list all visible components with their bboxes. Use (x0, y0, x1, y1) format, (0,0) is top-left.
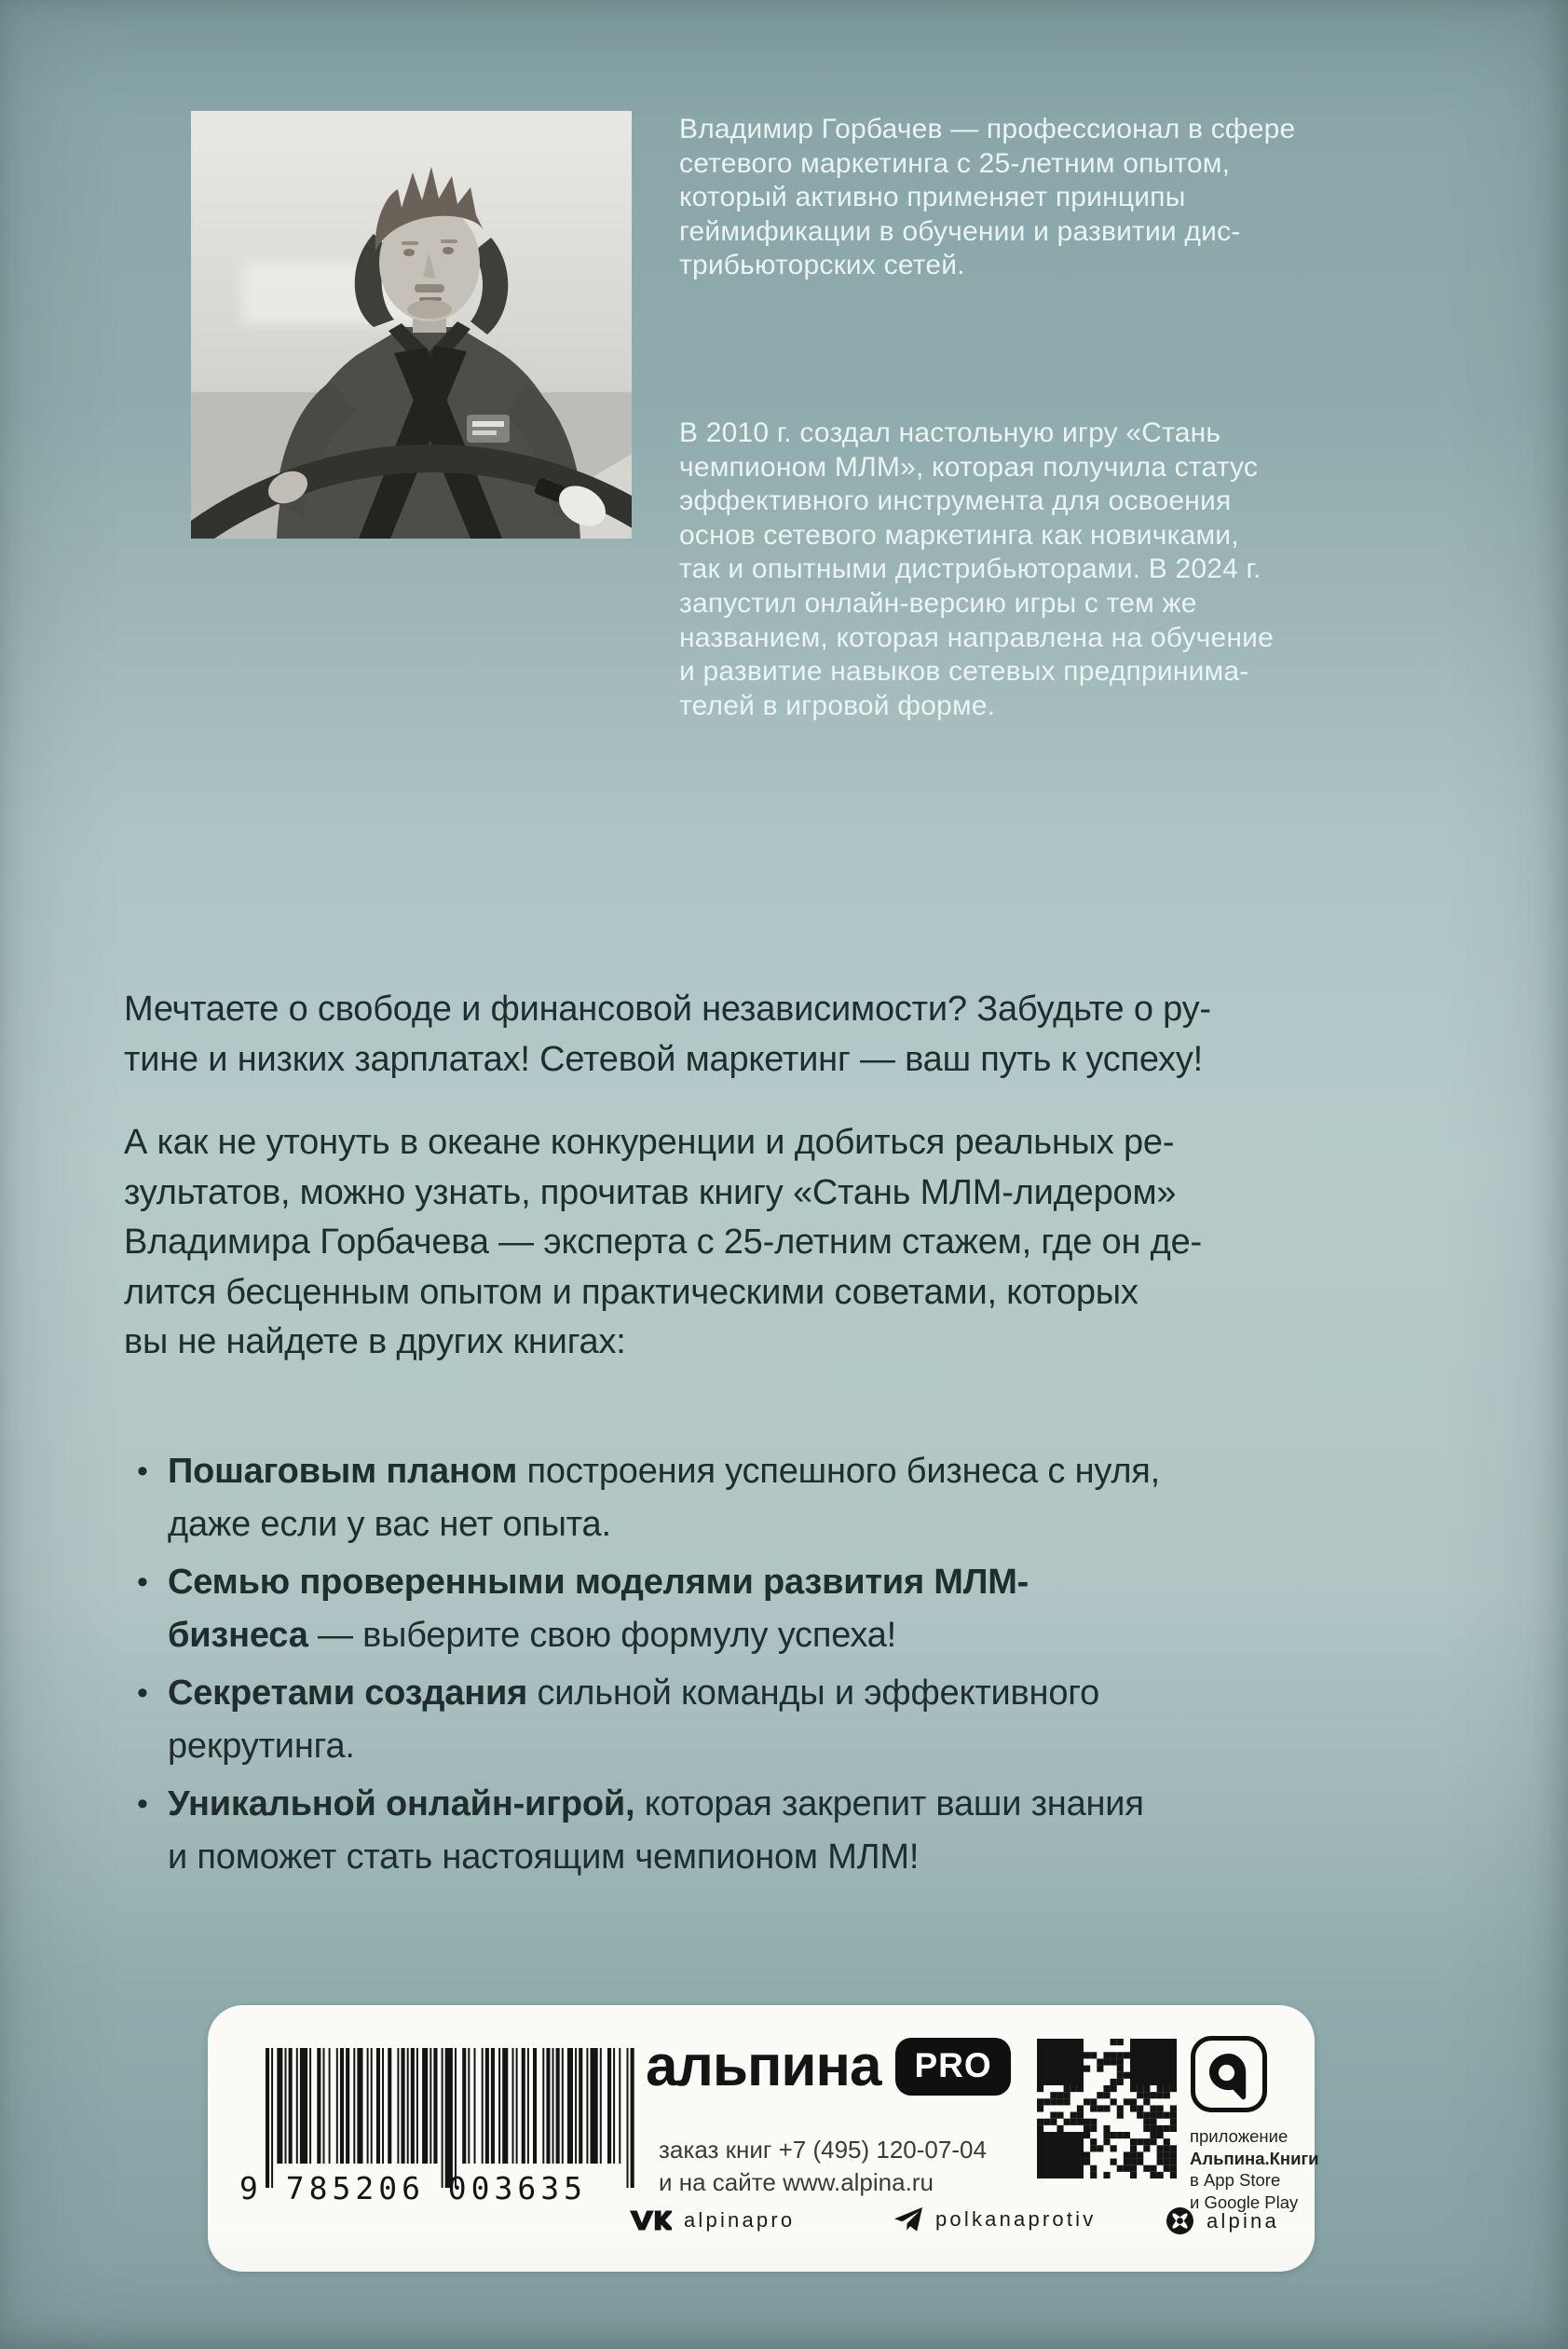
text-line: и поможет стать настоящим чемпионом МЛМ! (168, 1837, 920, 1877)
text-line: вы не найдете в других книгах: (124, 1322, 626, 1361)
text-line: Владимир Горбачев — профессионал в сфере (679, 114, 1296, 144)
photo-jacket-patch (467, 415, 510, 443)
bullet-item (137, 1556, 1493, 1662)
author-bio (679, 113, 1471, 723)
text-line: геймификации в обучении и развитии дис- (679, 215, 1241, 247)
app-store-text (1190, 2125, 1320, 2213)
text-line: В 2010 г. создал настольную игру «Стань (679, 417, 1221, 448)
social-alpina (1166, 2206, 1279, 2235)
text-line: Пошаговым планом построения успешного бизнеса с нуля, (168, 1451, 1161, 1491)
qr-code-image (1037, 2039, 1177, 2178)
publisher-info-card (208, 2005, 1319, 2272)
barcode-bars (264, 2048, 634, 2190)
text-line: Владимира Горбачева — эксперта с 25-летним стажем, где он де- (124, 1222, 1202, 1262)
text-line: телей в игровой форме. (679, 690, 996, 721)
isbn-barcode (239, 2048, 636, 2234)
text-line: Секретами создания сильной команды и эффективного (168, 1673, 1100, 1713)
order-phone-text: заказ книг +7 (495) 120-07-04 (659, 2136, 987, 2164)
text-line: так и опытными дистрибьюторами. В 2024 г. (679, 553, 1261, 585)
text-line: названием, которая направлена на обучение (679, 621, 1274, 653)
text-line: чемпионом МЛМ», которая получила статус (679, 451, 1259, 483)
text-line: А как не утонуть в океане конкуренции и добиться реальных ре- (124, 1123, 1175, 1162)
bullet-item (137, 1445, 1493, 1551)
pitch-paragraph-2 (124, 1118, 1493, 1368)
telegram-handle: polkanaprotiv (935, 2207, 1097, 2231)
app-text-line: и Google Play (1190, 2192, 1299, 2212)
text-line: эффективного инструмента для освоения (679, 485, 1232, 517)
text-line: Уникальной онлайн-игрой, которая закрепит ваши знания (168, 1783, 1144, 1823)
publisher-name: альпина (646, 2034, 881, 2098)
bio-paragraph-1 (679, 113, 1471, 283)
app-text-line: приложение (1190, 2126, 1288, 2146)
bio-paragraph-2 (679, 417, 1471, 723)
vk-icon (629, 2206, 672, 2234)
alpina-compass-icon (1166, 2206, 1194, 2235)
bullet-item (137, 1778, 1493, 1884)
text-line: тине и низких зарплатах! Сетевой маркетинг — ваш путь к успеху! (124, 1039, 1203, 1079)
alpina-handle: alpina (1207, 2208, 1279, 2233)
text-line: Мечтаете о свободе и финансовой независимости? Забудьте о ру- (124, 990, 1211, 1029)
author-photo (191, 111, 632, 539)
social-vk (629, 2206, 795, 2234)
bullet-text (168, 1445, 1160, 1551)
text-line: сетевого маркетинга с 25-летним опытом, (679, 147, 1231, 179)
text-line: запустил онлайн-версию игры с тем же (679, 587, 1197, 619)
text-line: который активно применяет принципы (679, 182, 1186, 213)
app-text-line: Альпина.Книги (1190, 2148, 1319, 2168)
text-line: Семью проверенными моделями развития МЛМ- (168, 1562, 1029, 1602)
bullet-text (168, 1778, 1144, 1884)
bullet-text (168, 1667, 1099, 1773)
text-line: трибьюторских сетей. (679, 250, 965, 281)
bullet-list (137, 1445, 1493, 1884)
vk-handle: alpinapro (684, 2208, 796, 2232)
text-line: бизнеса — выберите свою формулу успеха! (168, 1615, 897, 1655)
bullet-text (168, 1556, 1029, 1662)
bullet-marker-icon: • (137, 1674, 148, 1711)
bullet-item (137, 1667, 1493, 1773)
alpina-app-icon (1190, 2035, 1268, 2113)
telegram-icon (893, 2206, 923, 2233)
text-line: лится бесценным опытом и практическими советами, которых (124, 1272, 1139, 1312)
bullet-marker-icon: • (137, 1785, 148, 1822)
social-telegram (893, 2206, 1096, 2233)
isbn-digits: 9 785206 003635 (239, 2170, 588, 2206)
text-line: основ сетевого маркетинга как новичками, (679, 519, 1239, 551)
text-line: зультатов, можно узнать, прочитав книгу «Стань МЛМ-лидером» (124, 1172, 1177, 1212)
order-site-text: и на сайте www.alpina.ru (659, 2168, 934, 2196)
text-line: и развитие навыков сетевых предпринима- (679, 656, 1249, 688)
text-line: рекрутинга. (168, 1726, 355, 1766)
author-photo-illustration (191, 111, 632, 539)
text-line: даже если у вас нет опыта. (168, 1504, 611, 1544)
publisher-logo (646, 2033, 1011, 2099)
app-text-line: в App Store (1190, 2170, 1281, 2190)
publisher-pro-badge: PRO (895, 2038, 1010, 2096)
pitch-paragraph-1 (124, 985, 1493, 1085)
book-pitch (124, 985, 1493, 1889)
bullet-marker-icon: • (137, 1564, 148, 1600)
order-contacts (659, 2134, 987, 2199)
app-promo (1190, 2035, 1320, 2213)
qr-code (1037, 2039, 1177, 2178)
bullet-marker-icon: • (137, 1453, 148, 1489)
